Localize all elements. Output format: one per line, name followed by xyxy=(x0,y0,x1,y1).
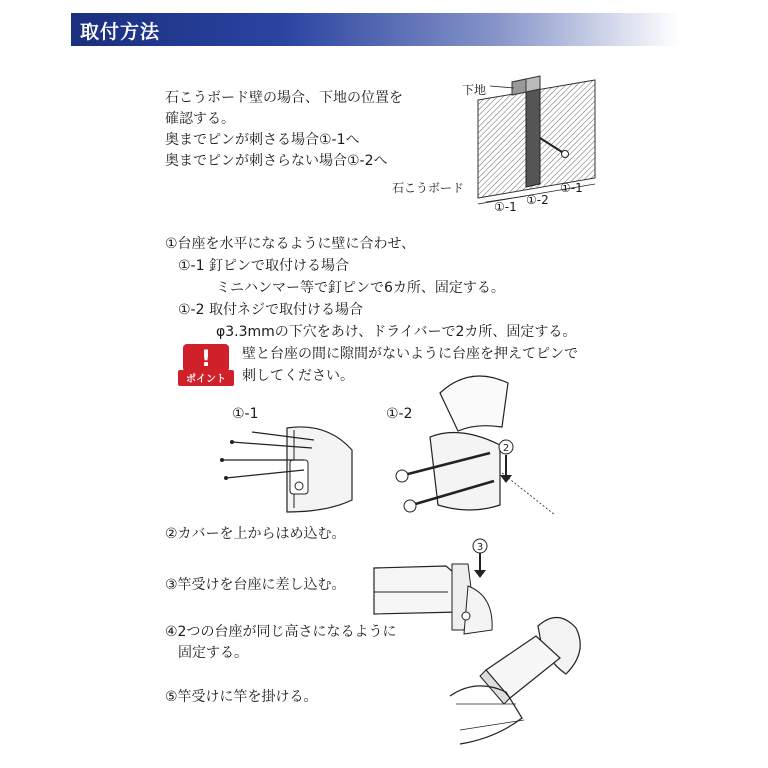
label-board: 石こうボード xyxy=(392,181,465,195)
fig2-label: ①-2 xyxy=(386,406,413,422)
step4-line-2: 固定する。 xyxy=(178,645,248,661)
intro-line-1: 石こうボード壁の場合、下地の位置を xyxy=(165,90,403,106)
dim-label-right: ①-1 xyxy=(560,181,583,195)
step1-sub1-text: ミニハンマー等で釘ピンで6カ所、固定する。 xyxy=(216,280,505,296)
nail-install-figure xyxy=(212,420,362,520)
dim-label-mid: ①-2 xyxy=(526,193,549,207)
rod-hanging-figure xyxy=(446,608,596,753)
step1-title: ①台座を水平になるように壁に合わせ、 xyxy=(165,236,416,252)
step3-text: ③竿受けを台座に差し込む。 xyxy=(165,577,346,593)
badge-mark: ! xyxy=(200,347,212,372)
step5-text: ⑤竿受けに竿を掛ける。 xyxy=(165,689,318,705)
section-header xyxy=(71,13,679,46)
screw-install-figure xyxy=(390,365,570,525)
arrow3-label: 3 xyxy=(476,542,484,553)
intro-line-3: 奥までピンが刺さる場合①-1へ xyxy=(165,132,360,148)
point-line-1: 壁と台座の間に隙間がないように台座を押えてピンで xyxy=(242,346,578,362)
step2-text: ②カバーを上からはめ込む。 xyxy=(165,526,346,542)
step4-line-1: ④2つの台座が同じ高さになるように xyxy=(165,624,397,640)
step1-sub2-title: ①-2 取付ネジで取付ける場合 xyxy=(178,302,363,318)
dim-label-left: ①-1 xyxy=(494,200,517,214)
point-line-2: 刺してください。 xyxy=(242,368,354,384)
intro-line-2: 確認する。 xyxy=(165,111,235,127)
arrow2-label: 2 xyxy=(502,443,510,454)
step1-sub1-title: ①-1 釘ピンで取付ける場合 xyxy=(178,258,349,274)
label-base: 下地 xyxy=(462,83,487,97)
fig1-label: ①-1 xyxy=(232,406,259,422)
point-badge-icon xyxy=(178,344,234,386)
step1-sub2-text: φ3.3mmの下穴をあけ、ドライバーで2カ所、固定する。 xyxy=(216,324,577,340)
intro-line-4: 奥までピンが刺さらない場合①-2へ xyxy=(165,153,388,169)
section-title: 取付方法 xyxy=(80,21,161,43)
badge-label: ポイント xyxy=(186,374,226,385)
